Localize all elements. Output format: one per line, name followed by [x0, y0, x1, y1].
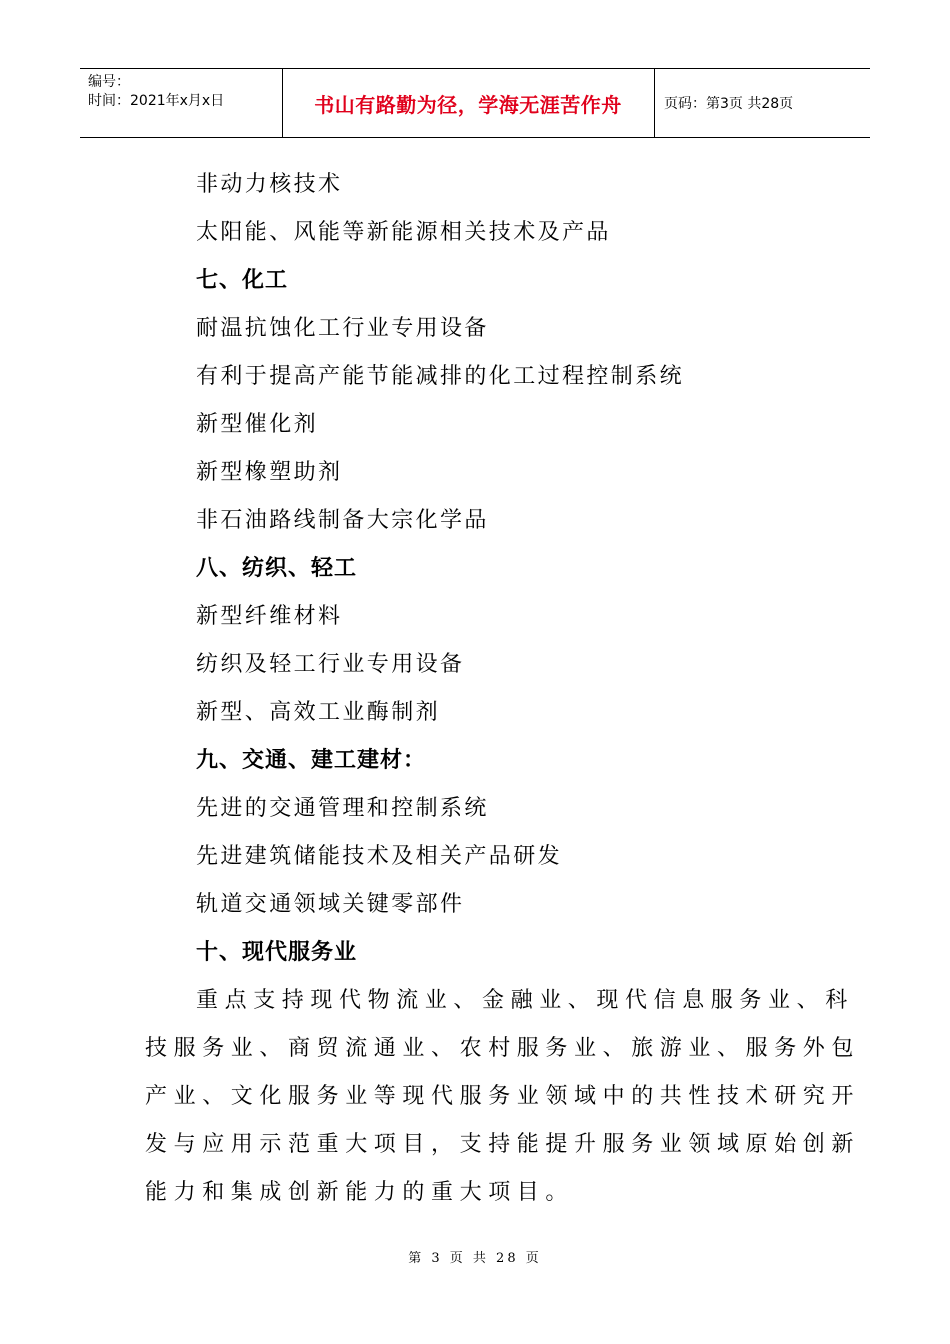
list-item: 先进建筑储能技术及相关产品研发 — [196, 844, 563, 869]
section-heading: 十、现代服务业 — [196, 940, 358, 965]
section-heading: 七、化工 — [196, 268, 289, 293]
paragraph-line: 能力和集成创新能力的重大项目。 — [145, 1180, 575, 1205]
section-heading: 九、交通、建工建材： — [196, 748, 427, 773]
list-item: 新型、高效工业酶制剂 — [196, 700, 441, 725]
list-item: 新型橡塑助剂 — [196, 460, 343, 485]
section-heading: 八、纺织、轻工 — [196, 556, 358, 581]
list-item: 非动力核技术 — [196, 172, 343, 197]
paragraph-line: 重点支持现代物流业、金融业、现代信息服务业、科 — [196, 988, 854, 1013]
list-item: 有利于提高产能节能减排的化工过程控制系统 — [196, 364, 685, 389]
list-item: 非石油路线制备大宗化学品 — [196, 508, 489, 533]
list-item: 先进的交通管理和控制系统 — [196, 796, 489, 821]
header-meta — [88, 73, 224, 111]
list-item: 耐温抗蚀化工行业专用设备 — [196, 316, 489, 341]
header-page-info: 页码：第3页 共28页 — [664, 96, 794, 112]
page-header — [80, 68, 870, 138]
header-motto: 书山有路勤为径，学海无涯苦作舟 — [314, 92, 622, 117]
header-divider — [654, 69, 655, 137]
list-item: 新型催化剂 — [196, 412, 319, 437]
paragraph-line: 产业、文化服务业等现代服务业领域中的共性技术研究开 — [145, 1084, 861, 1109]
list-item: 纺织及轻工行业专用设备 — [196, 652, 465, 677]
paragraph-line: 技服务业、商贸流通业、农村服务业、旅游业、服务外包 — [145, 1036, 861, 1061]
paragraph-line: 发与应用示范重大项目，支持能提升服务业领域原始创新 — [145, 1132, 861, 1157]
number-label: 编号： — [88, 74, 130, 90]
date-label: 时间：2021年x月x日 — [88, 93, 225, 109]
list-item: 太阳能、风能等新能源相关技术及产品 — [196, 220, 611, 245]
list-item: 轨道交通领域关键零部件 — [196, 892, 465, 917]
list-item: 新型纤维材料 — [196, 604, 343, 629]
page-footer: 第 3 页 共 28 页 — [408, 1251, 542, 1266]
